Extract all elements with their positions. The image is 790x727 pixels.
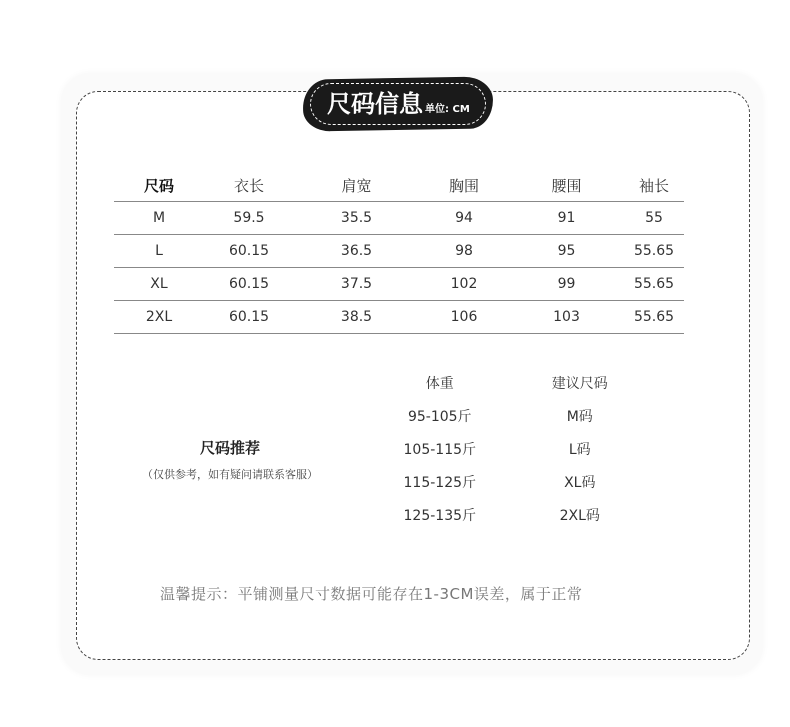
suggested-size: L码 bbox=[568, 441, 591, 458]
table-row bbox=[114, 235, 684, 268]
cell-chest: 102 bbox=[419, 268, 509, 301]
suggested-size: 2XL码 bbox=[559, 507, 600, 524]
weight-range: 95-105斤 bbox=[407, 408, 472, 425]
recommendation-table bbox=[380, 366, 680, 531]
header-suggested-size: 建议尺码 bbox=[551, 375, 608, 392]
weight-range: 125-135斤 bbox=[403, 507, 477, 524]
recommendation-note: （仅供参考，如有疑问请联系客服） bbox=[142, 468, 318, 481]
table-row bbox=[114, 268, 684, 301]
list-item bbox=[380, 432, 680, 465]
cell-length: 60.15 bbox=[204, 301, 294, 334]
cell-waist: 91 bbox=[509, 202, 624, 235]
cell-sleeve: 55.65 bbox=[624, 301, 684, 334]
cell-waist: 95 bbox=[509, 235, 624, 268]
header-length: 衣长 bbox=[204, 170, 294, 202]
cell-size: XL bbox=[114, 268, 204, 301]
list-item bbox=[380, 498, 680, 531]
cell-shoulder: 38.5 bbox=[294, 301, 419, 334]
header-shoulder: 肩宽 bbox=[294, 170, 419, 202]
cell-chest: 106 bbox=[419, 301, 509, 334]
cell-shoulder: 36.5 bbox=[294, 235, 419, 268]
page-title: 尺码信息 bbox=[327, 90, 423, 118]
cell-size: L bbox=[114, 235, 204, 268]
table-row bbox=[114, 301, 684, 334]
suggested-size: XL码 bbox=[564, 474, 596, 491]
suggested-size: M码 bbox=[566, 408, 593, 425]
cell-shoulder: 37.5 bbox=[294, 268, 419, 301]
header-sleeve: 袖长 bbox=[624, 170, 684, 202]
size-table-header bbox=[114, 170, 684, 202]
recommendation-header bbox=[380, 366, 680, 399]
cell-length: 59.5 bbox=[204, 202, 294, 235]
cell-size: 2XL bbox=[114, 301, 204, 334]
header-waist: 腰围 bbox=[509, 170, 624, 202]
cell-length: 60.15 bbox=[204, 235, 294, 268]
header-chest: 胸围 bbox=[419, 170, 509, 202]
cell-shoulder: 35.5 bbox=[294, 202, 419, 235]
cell-waist: 103 bbox=[509, 301, 624, 334]
list-item bbox=[380, 399, 680, 432]
cell-chest: 94 bbox=[419, 202, 509, 235]
cell-sleeve: 55 bbox=[624, 202, 684, 235]
table-row bbox=[114, 202, 684, 235]
cell-sleeve: 55.65 bbox=[624, 268, 684, 301]
header-weight: 体重 bbox=[425, 375, 454, 392]
list-item bbox=[380, 465, 680, 498]
cell-size: M bbox=[114, 202, 204, 235]
measurement-tip: 温馨提示：平铺测量尺寸数据可能存在1-3CM误差，属于正常 bbox=[160, 585, 583, 603]
cell-chest: 98 bbox=[419, 235, 509, 268]
recommendation-title: 尺码推荐 bbox=[199, 439, 260, 457]
cell-sleeve: 55.65 bbox=[624, 235, 684, 268]
cell-length: 60.15 bbox=[204, 268, 294, 301]
size-table bbox=[114, 170, 684, 334]
weight-range: 115-125斤 bbox=[403, 474, 477, 491]
cell-waist: 99 bbox=[509, 268, 624, 301]
weight-range: 105-115斤 bbox=[403, 441, 477, 458]
header-size: 尺码 bbox=[114, 170, 204, 202]
unit-label: 单位: CM bbox=[425, 104, 470, 115]
